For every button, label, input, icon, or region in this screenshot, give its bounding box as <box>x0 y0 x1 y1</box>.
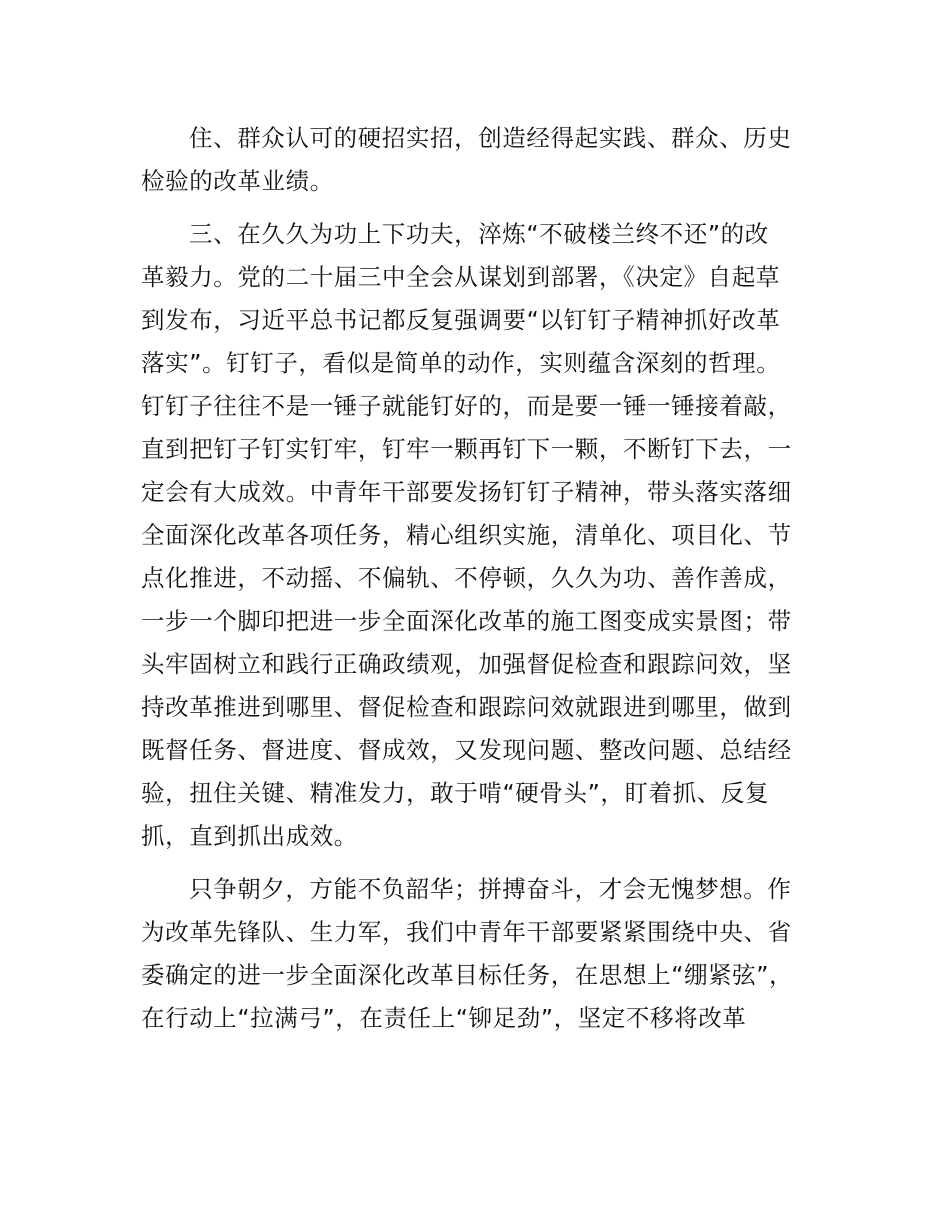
text-line: 三、在久久为功上下功夫，淬炼“不破楼兰终不还”的改 <box>189 220 769 248</box>
text-line: 验，扭住关键、精准发力，敢于啃“硬骨头”，盯着抓、反复 <box>141 779 770 807</box>
text-line: 全面深化改革各项任务，精心组织实施，清单化、项目化、节 <box>141 521 792 549</box>
paragraph-3 <box>141 868 841 1040</box>
text-line: 只争朝夕，方能不负韶华；拼搏奋斗，才会无愧梦想。作 <box>189 875 792 903</box>
text-line: 住、群众认可的硬招实招，创造经得起实践、群众、历史 <box>189 124 792 152</box>
text-line: 钉钉子往往不是一锤子就能钉好的，而是要一锤一锤接着敲， <box>141 392 792 420</box>
text-line: 落实”。钉钉子，看似是简单的动作，实则蕴含深刻的哲理。 <box>141 349 781 377</box>
text-line: 定会有大成效。中青年干部要发扬钉钉子精神，带头落实落细 <box>141 478 792 506</box>
text-line: 头牢固树立和践行正确政绩观，加强督促检查和跟踪问效，坚 <box>141 650 792 678</box>
text-line: 委确定的进一步全面深化改革目标任务，在思想上“绷紧弦”， <box>141 961 794 989</box>
text-line: 一步一个脚印把进一步全面深化改革的施工图变成实景图；带 <box>141 607 792 635</box>
text-line: 到发布，习近平总书记都反复强调要“以钉钉子精神抓好改革 <box>141 306 781 334</box>
text-line: 既督任务、督进度、督成效，又发现问题、整改问题、总结经 <box>141 736 792 764</box>
text-line: 为改革先锋队、生力军，我们中青年干部要紧紧围绕中央、省 <box>141 918 792 946</box>
text-line: 抓，直到抓出成效。 <box>141 822 358 850</box>
text-line: 在行动上“拉满弓”，在责任上“铆足劲”，坚定不移将改革 <box>141 1004 747 1032</box>
document-body <box>141 117 841 1040</box>
text-line: 检验的改革业绩。 <box>141 167 334 195</box>
text-line: 革毅力。党的二十届三中全会从谋划到部署，《决定》自起草 <box>141 263 780 291</box>
paragraph-1 <box>141 117 841 203</box>
text-line: 直到把钉子钉实钉牢，钉牢一颗再钉下一颗，不断钉下去，一 <box>141 435 792 463</box>
text-line: 持改革推进到哪里、督促检查和跟踪问效就跟进到哪里，做到 <box>141 693 792 721</box>
paragraph-2 <box>141 213 841 858</box>
text-line: 点化推进，不动摇、不偏轨、不停顿，久久为功、善作善成， <box>141 564 792 592</box>
